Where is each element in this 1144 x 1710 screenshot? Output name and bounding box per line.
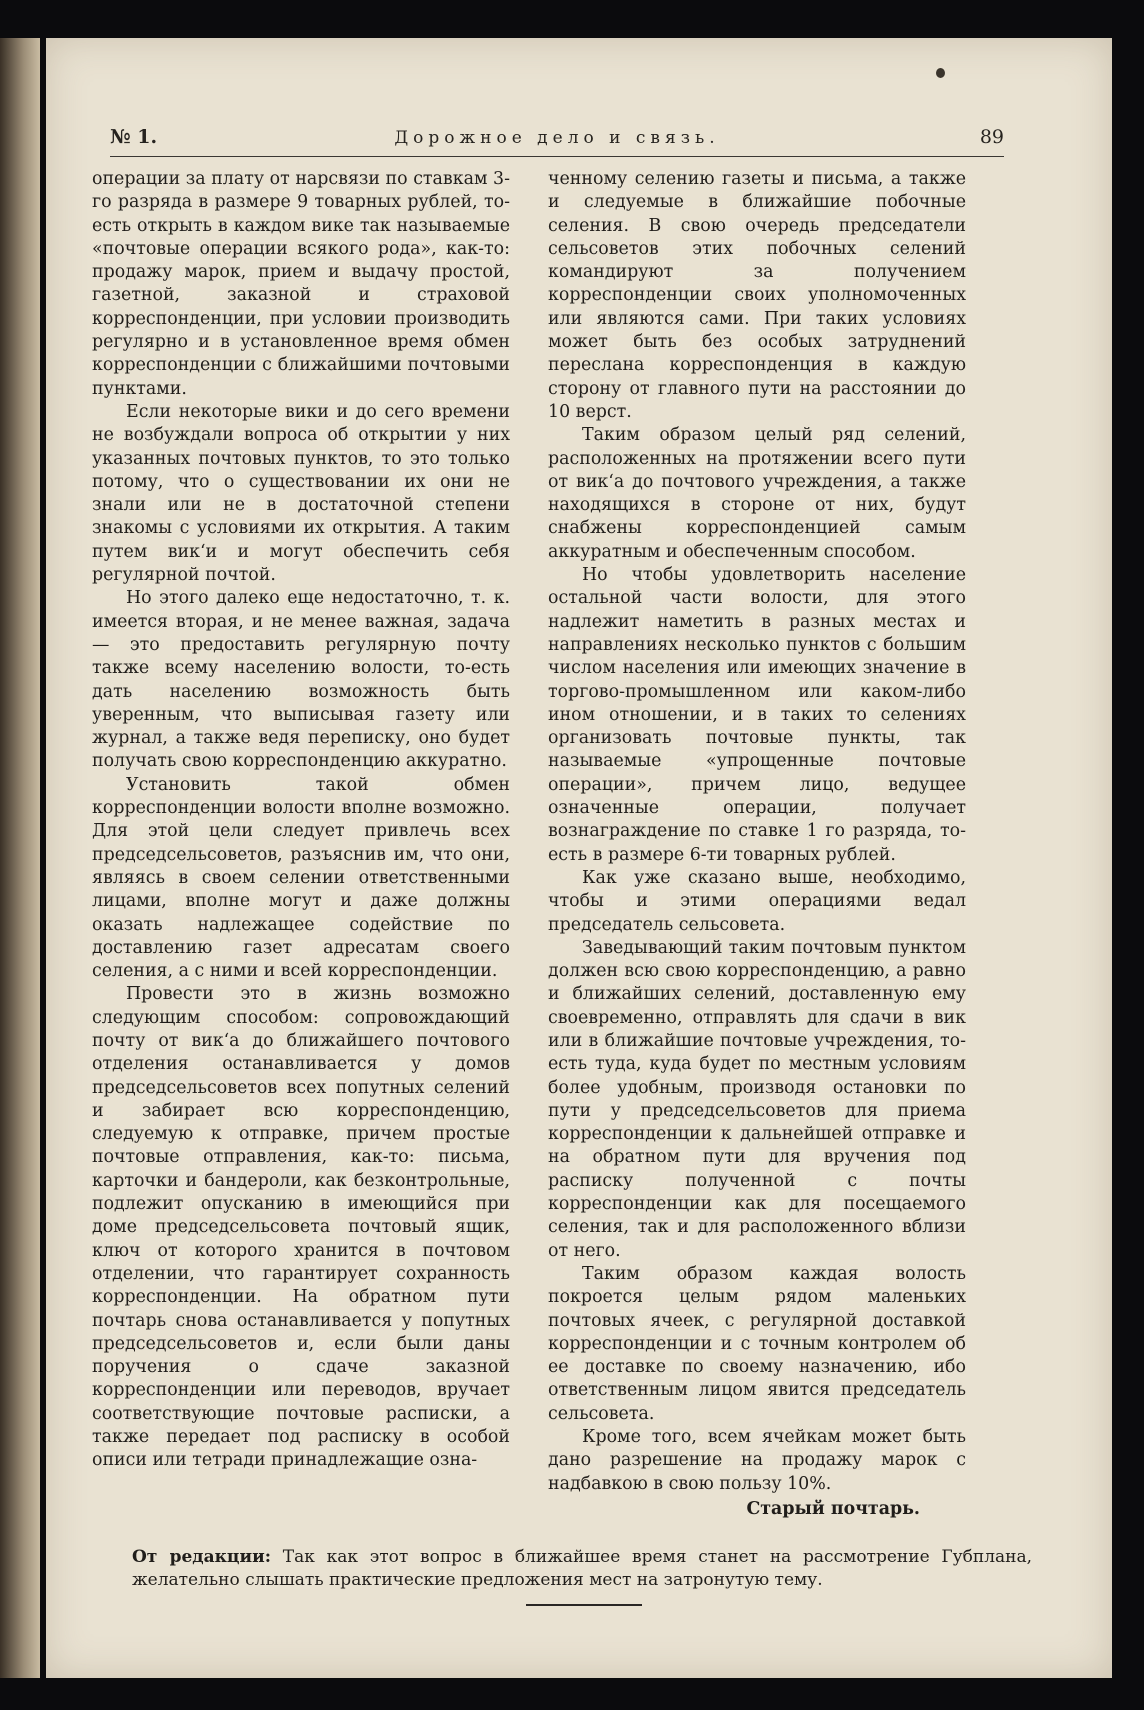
paragraph: ченному селению газеты и письма, а также и следуемые в ближайшие побочные селения. В свою очередь председатели сельсоветов этих побочных селений командируют за получением корреспонденции своих уполномоченных или являются сами. При таких условиях может быть без особых затруднений переслана корреспонденция в каждую сторону от главного пути на расстоянии до 10 верст.	[548, 169, 966, 422]
running-head	[110, 122, 1004, 157]
issue-number: № 1.	[110, 126, 158, 148]
book-spine	[0, 38, 40, 1678]
paragraph: Но этого далеко еще недостаточно, т. к. имеется вторая, и не менее важная, задача— это предоставить регулярную почту также всему населению волости, то-есть дать населению возможность быть уверенным, что выписывая газету или журнал, а также ведя переписку, оно будет получать свою корреспонденцию аккуратно.	[92, 588, 510, 772]
journal-title: Дорожное дело и связь.	[394, 128, 720, 148]
page	[46, 38, 1112, 1678]
left-column	[92, 168, 510, 1473]
paragraph: Заведывающий таким почтовым пунктом должен всю свою корреспонденцию, а равно и ближайших селений, доставленную ему своевременно, отправлять для сдачи в вик или в ближайшие почтовые учреждения, то-есть туда, куда будет по местным условиям более удобным, производя остановки по пути у председсельсоветов для приема корреспонденции к дальнейшей отправке и на обратном пути для вручения под расписку полученной с почты корреспонденции как для посещаемого селения, так и для расположенного вблизи от него.	[548, 937, 966, 1261]
paragraph: Как уже сказано выше, необходимо, чтобы и этими операциями ведал председатель сельсовета.	[548, 867, 966, 935]
paragraph: Если некоторые вики и до сего времени не возбуждали вопроса об открытии у них указанных почтовых пунктов, то это только потому, что о существовании их они не знали или не в достаточной степени знакомы с условиями их открытия. А таким путем вик‘и и могут обеспечить себя регулярной почтой.	[92, 401, 510, 586]
editorial-note-text: Так как этот вопрос в ближайшее время станет на рассмотрение Губплана, желательно слышать практические предложения мест на затронутую тему.	[132, 1547, 1032, 1590]
paragraph: Но чтобы удовлетворить население остальной части волости, для этого надлежит наметить в разных местах и направлениях несколько пунктов с большим числом населения или имеющих значение в торгово-промышленном или каком-либо ином отношении, и в таких то селениях организовать почтовые пункты, так называемые «упрощенные почтовые операции», причем лицо, ведущее означенные операции, получает вознаграждение по ставке 1 го разряда, то-есть в размере 6-ти товарных рублей.	[548, 565, 966, 865]
paragraph: операции за плату от нарсвязи по ставкам 3-го разряда в размере 9 товарных рублей, то-есть открыть в каждом вике так называемые «почтовые операции всякого рода», как-то: продажу марок, прием и выдачу простой, газетной, заказной и страховой корреспонденции, при условии производить регулярно и в установленное время обмен корреспонденции с ближайшими почтовыми пунктами.	[92, 169, 510, 399]
right-column	[548, 168, 966, 1521]
page-number: 89	[979, 126, 1004, 148]
paragraph: Таким образом каждая волость покроется целым рядом маленьких почтовых ячеек, с регулярной доставкой корреспонденции и с точным контролем об ее доставке по своему назначению, ибо ответственным лицом явится председатель сельсовета.	[548, 1263, 966, 1424]
paper-speck	[936, 68, 945, 78]
editorial-note-label: От редакции:	[132, 1547, 271, 1567]
closing-rule	[526, 1604, 642, 1606]
paragraph: Кроме того, всем ячейкам может быть дано разрешение на продажу марок с надбавкою в свою пользу 10%.	[548, 1427, 966, 1494]
paragraph: Установить такой обмен корреспонденции волости вполне возможно. Для этой цели следует привлечь всех председсельсоветов, разъяснив им, что они, являясь в своем селении ответственными лицами, вполне могут и даже должны оказать надлежащее содействие по доставлению газет адресатам своего селения, а с ними и всей корреспонденции.	[92, 774, 510, 982]
author-signature: Старый почтарь.	[746, 1498, 920, 1519]
paragraph: Провести это в жизнь возможно следующим способом: сопровождающий почту от вик‘а до ближайшего почтового отделения останавливается у домов председсельсоветов всех попутных селений и забирает всю корреспонденцию, следуемую к отправке, причем простые почтовые отправления, как-то: письма, карточки и бандероли, как безконтрольные, подлежит опусканию в имеющийся при доме председсельсовета почтовый ящик, ключ от которого хранится в почтовом отделении, что гарантирует сохранность корреспонденции. На обратном пути почтарь снова останавливается у попутных председсельсоветов и, если были даны поручения о сдаче заказной корреспонденции или переводов, вручает соответствующие почтовые расписки, а также передает под расписку в особой описи или тетради принадлежащие озна-	[92, 984, 510, 1471]
editorial-note	[132, 1546, 1032, 1592]
paragraph: Таким образом целый ряд селений, расположенных на протяжении всего пути от вик‘а до почтового учреждения, а также находящихся в стороне от них, будут снабжены корреспонденцией самым аккуратным и обеспеченным способом.	[548, 425, 966, 562]
